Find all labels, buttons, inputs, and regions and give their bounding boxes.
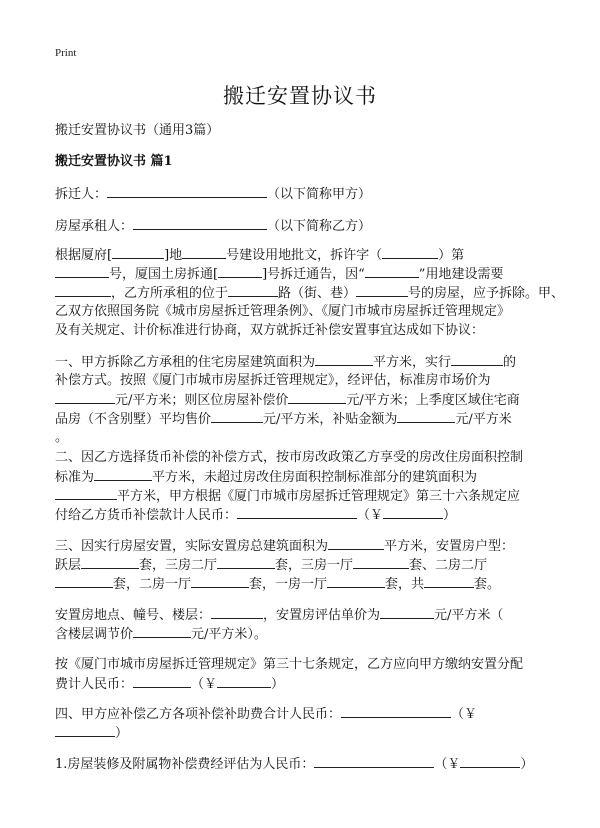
- document-subtitle: 搬迁安置协议书（通用3篇）: [55, 123, 220, 138]
- text: ]地: [164, 248, 183, 263]
- para1-line5: 及有关规定、计价标准进行协商，双方就拆迁补偿安置事宜达成如下协议：: [55, 323, 485, 338]
- text: ）: [271, 677, 285, 692]
- text: 费计人民币：: [55, 677, 134, 692]
- text: ）: [520, 757, 534, 772]
- para3-line2: [55, 467, 555, 487]
- blank[interactable]: [314, 754, 434, 768]
- blank[interactable]: [460, 754, 520, 768]
- blank[interactable]: [365, 264, 419, 278]
- text: 标准为: [55, 470, 95, 485]
- blank[interactable]: [191, 574, 249, 588]
- para3-line4: [55, 505, 555, 525]
- para4-line3: [55, 574, 555, 594]
- text: 品房（不含别墅）平均售价: [55, 412, 212, 427]
- text: ，乙方所承租的位于: [111, 286, 229, 301]
- text: ）: [443, 508, 457, 523]
- section-heading: 搬迁安置协议书 篇1: [55, 154, 173, 169]
- blank[interactable]: [353, 555, 409, 569]
- para7-line1: [55, 704, 555, 724]
- blank[interactable]: [380, 605, 434, 619]
- text: 路（街、巷）: [278, 286, 357, 301]
- text: 号建设用地批文，拆许字（: [226, 248, 383, 263]
- text: 的: [503, 355, 517, 370]
- blank[interactable]: [55, 283, 111, 297]
- blank[interactable]: [356, 283, 408, 297]
- text: 套，一房一厅: [249, 577, 328, 592]
- blank[interactable]: [315, 352, 373, 366]
- text: 1.房屋装修及附属物补偿费经评估为人民币：: [55, 757, 315, 772]
- text: ]号拆迁通告，因“: [262, 267, 365, 282]
- text: 元/平方米）。: [191, 627, 267, 642]
- party-a-line: [55, 184, 555, 204]
- para3-line3: [55, 486, 555, 506]
- text: 三、因实行房屋安置，实际安置房总建筑面积为: [55, 539, 329, 554]
- para2-line1: [55, 352, 555, 372]
- blank[interactable]: [55, 264, 109, 278]
- party-a-suffix: （以下简称甲方）: [267, 187, 372, 202]
- party-a-label: 拆迁人：: [55, 187, 108, 202]
- text: 元/平方米；上季度区域住宅商: [346, 393, 520, 408]
- text: 套，三房一厅: [275, 558, 354, 573]
- blank[interactable]: [55, 574, 113, 588]
- para7-line2: [55, 723, 555, 743]
- para4-line1: [55, 536, 555, 556]
- para2-line3: [55, 390, 555, 410]
- text: 平方米，实行: [373, 355, 452, 370]
- para1-line4: 乙双方依照国务院《城市房屋拆迁管理条例》、《厦门市城市房屋拆迁管理规定》: [55, 304, 511, 319]
- blank[interactable]: [341, 704, 451, 718]
- text: （￥: [451, 707, 478, 722]
- para2-line2: 补偿方式。按照《厦门市城市房屋拆迁管理规定》，经评估，标准房市场价为: [55, 373, 491, 388]
- blank[interactable]: [218, 264, 262, 278]
- text: 号的房屋，应予拆除。甲、: [408, 286, 565, 301]
- document-title: 搬迁安置协议书: [223, 84, 377, 108]
- blank[interactable]: [383, 505, 443, 519]
- text: 根据厦府[: [55, 248, 113, 263]
- text: 含楼层调节价: [55, 627, 134, 642]
- para1-line1: [55, 245, 555, 265]
- para3-line1: 二、因乙方选择货币补偿的补偿方式，按市房改政策乙方享受的房改住房面积控制: [55, 450, 524, 465]
- para6-line2: [55, 674, 555, 694]
- party-b-label: 房屋承租人：: [55, 219, 134, 234]
- print-label[interactable]: Print: [55, 47, 77, 59]
- para5-line2: [55, 624, 555, 644]
- blank[interactable]: [237, 505, 357, 519]
- text: 套，二房一厅: [113, 577, 192, 592]
- party-b-line: [55, 216, 555, 236]
- blank[interactable]: [55, 486, 117, 500]
- text: 套，共: [385, 577, 425, 592]
- blank[interactable]: [55, 390, 115, 404]
- blank[interactable]: [81, 555, 139, 569]
- text: 平方米，安置房户型：: [384, 539, 515, 554]
- blank[interactable]: [211, 409, 263, 423]
- blank[interactable]: [217, 555, 275, 569]
- text: 一、甲方拆除乙方承租的住宅房屋建筑面积为: [55, 355, 316, 370]
- blank[interactable]: [288, 390, 346, 404]
- blank[interactable]: [211, 605, 263, 619]
- text: 跃层: [55, 558, 82, 573]
- para4-line2: [55, 555, 555, 575]
- text: 元/平方米，补贴金额为: [263, 412, 398, 427]
- para6-line1: 按《厦门市城市房屋拆迁管理规定》第三十七条规定，乙方应向甲方缴纳安置分配: [55, 657, 524, 672]
- blank[interactable]: [133, 624, 191, 638]
- text: 套、二房二厅: [409, 558, 488, 573]
- text: ）第: [438, 248, 465, 263]
- text: ）: [115, 726, 129, 741]
- text: 付给乙方货币补偿款计人民币：: [55, 508, 238, 523]
- para2-line4: [55, 409, 555, 429]
- blank[interactable]: [133, 674, 191, 688]
- blank[interactable]: [397, 409, 455, 423]
- text: 套，三房二厅: [139, 558, 218, 573]
- blank[interactable]: [112, 245, 164, 259]
- blank[interactable]: [327, 574, 385, 588]
- text: 号，厦国土房拆通[: [109, 267, 219, 282]
- text: 套。: [474, 577, 501, 592]
- text: 元/平方米（: [434, 608, 504, 623]
- blank[interactable]: [217, 674, 271, 688]
- para2-line5: 。: [55, 430, 69, 445]
- text: 平方米，未超过房改住房面积控制标准部分的建筑面积为: [152, 470, 478, 485]
- text: 四、甲方应补偿乙方各项补偿补助费合计人民币：: [55, 707, 342, 722]
- blank[interactable]: [94, 467, 152, 481]
- blank[interactable]: [182, 245, 226, 259]
- blank[interactable]: [382, 245, 438, 259]
- text: （￥: [434, 757, 461, 772]
- text: 安置房地点、幢号、楼层：: [55, 608, 212, 623]
- text: （￥: [191, 677, 218, 692]
- blank[interactable]: [451, 352, 503, 366]
- party-b-suffix: （以下简称乙方）: [267, 219, 372, 234]
- para1-line3: [55, 283, 565, 303]
- blank[interactable]: [55, 723, 115, 737]
- text: 元/平方米；则区位房屋补偿价: [115, 393, 289, 408]
- blank[interactable]: [328, 536, 384, 550]
- text: 平方米，甲方根据《厦门市城市房屋拆迁管理规定》第三十六条规定应: [117, 489, 521, 504]
- text: ，安置房评估单价为: [263, 608, 381, 623]
- blank[interactable]: [424, 574, 474, 588]
- party-b-blank[interactable]: [133, 216, 267, 230]
- para1-line2: [55, 264, 555, 284]
- para5-line1: [55, 605, 555, 625]
- text: （￥: [357, 508, 384, 523]
- party-a-blank[interactable]: [107, 184, 267, 198]
- text: ”用地建设需要: [418, 267, 504, 282]
- text: 元/平方米: [455, 412, 512, 427]
- para8-line1: [55, 754, 555, 774]
- blank[interactable]: [228, 283, 278, 297]
